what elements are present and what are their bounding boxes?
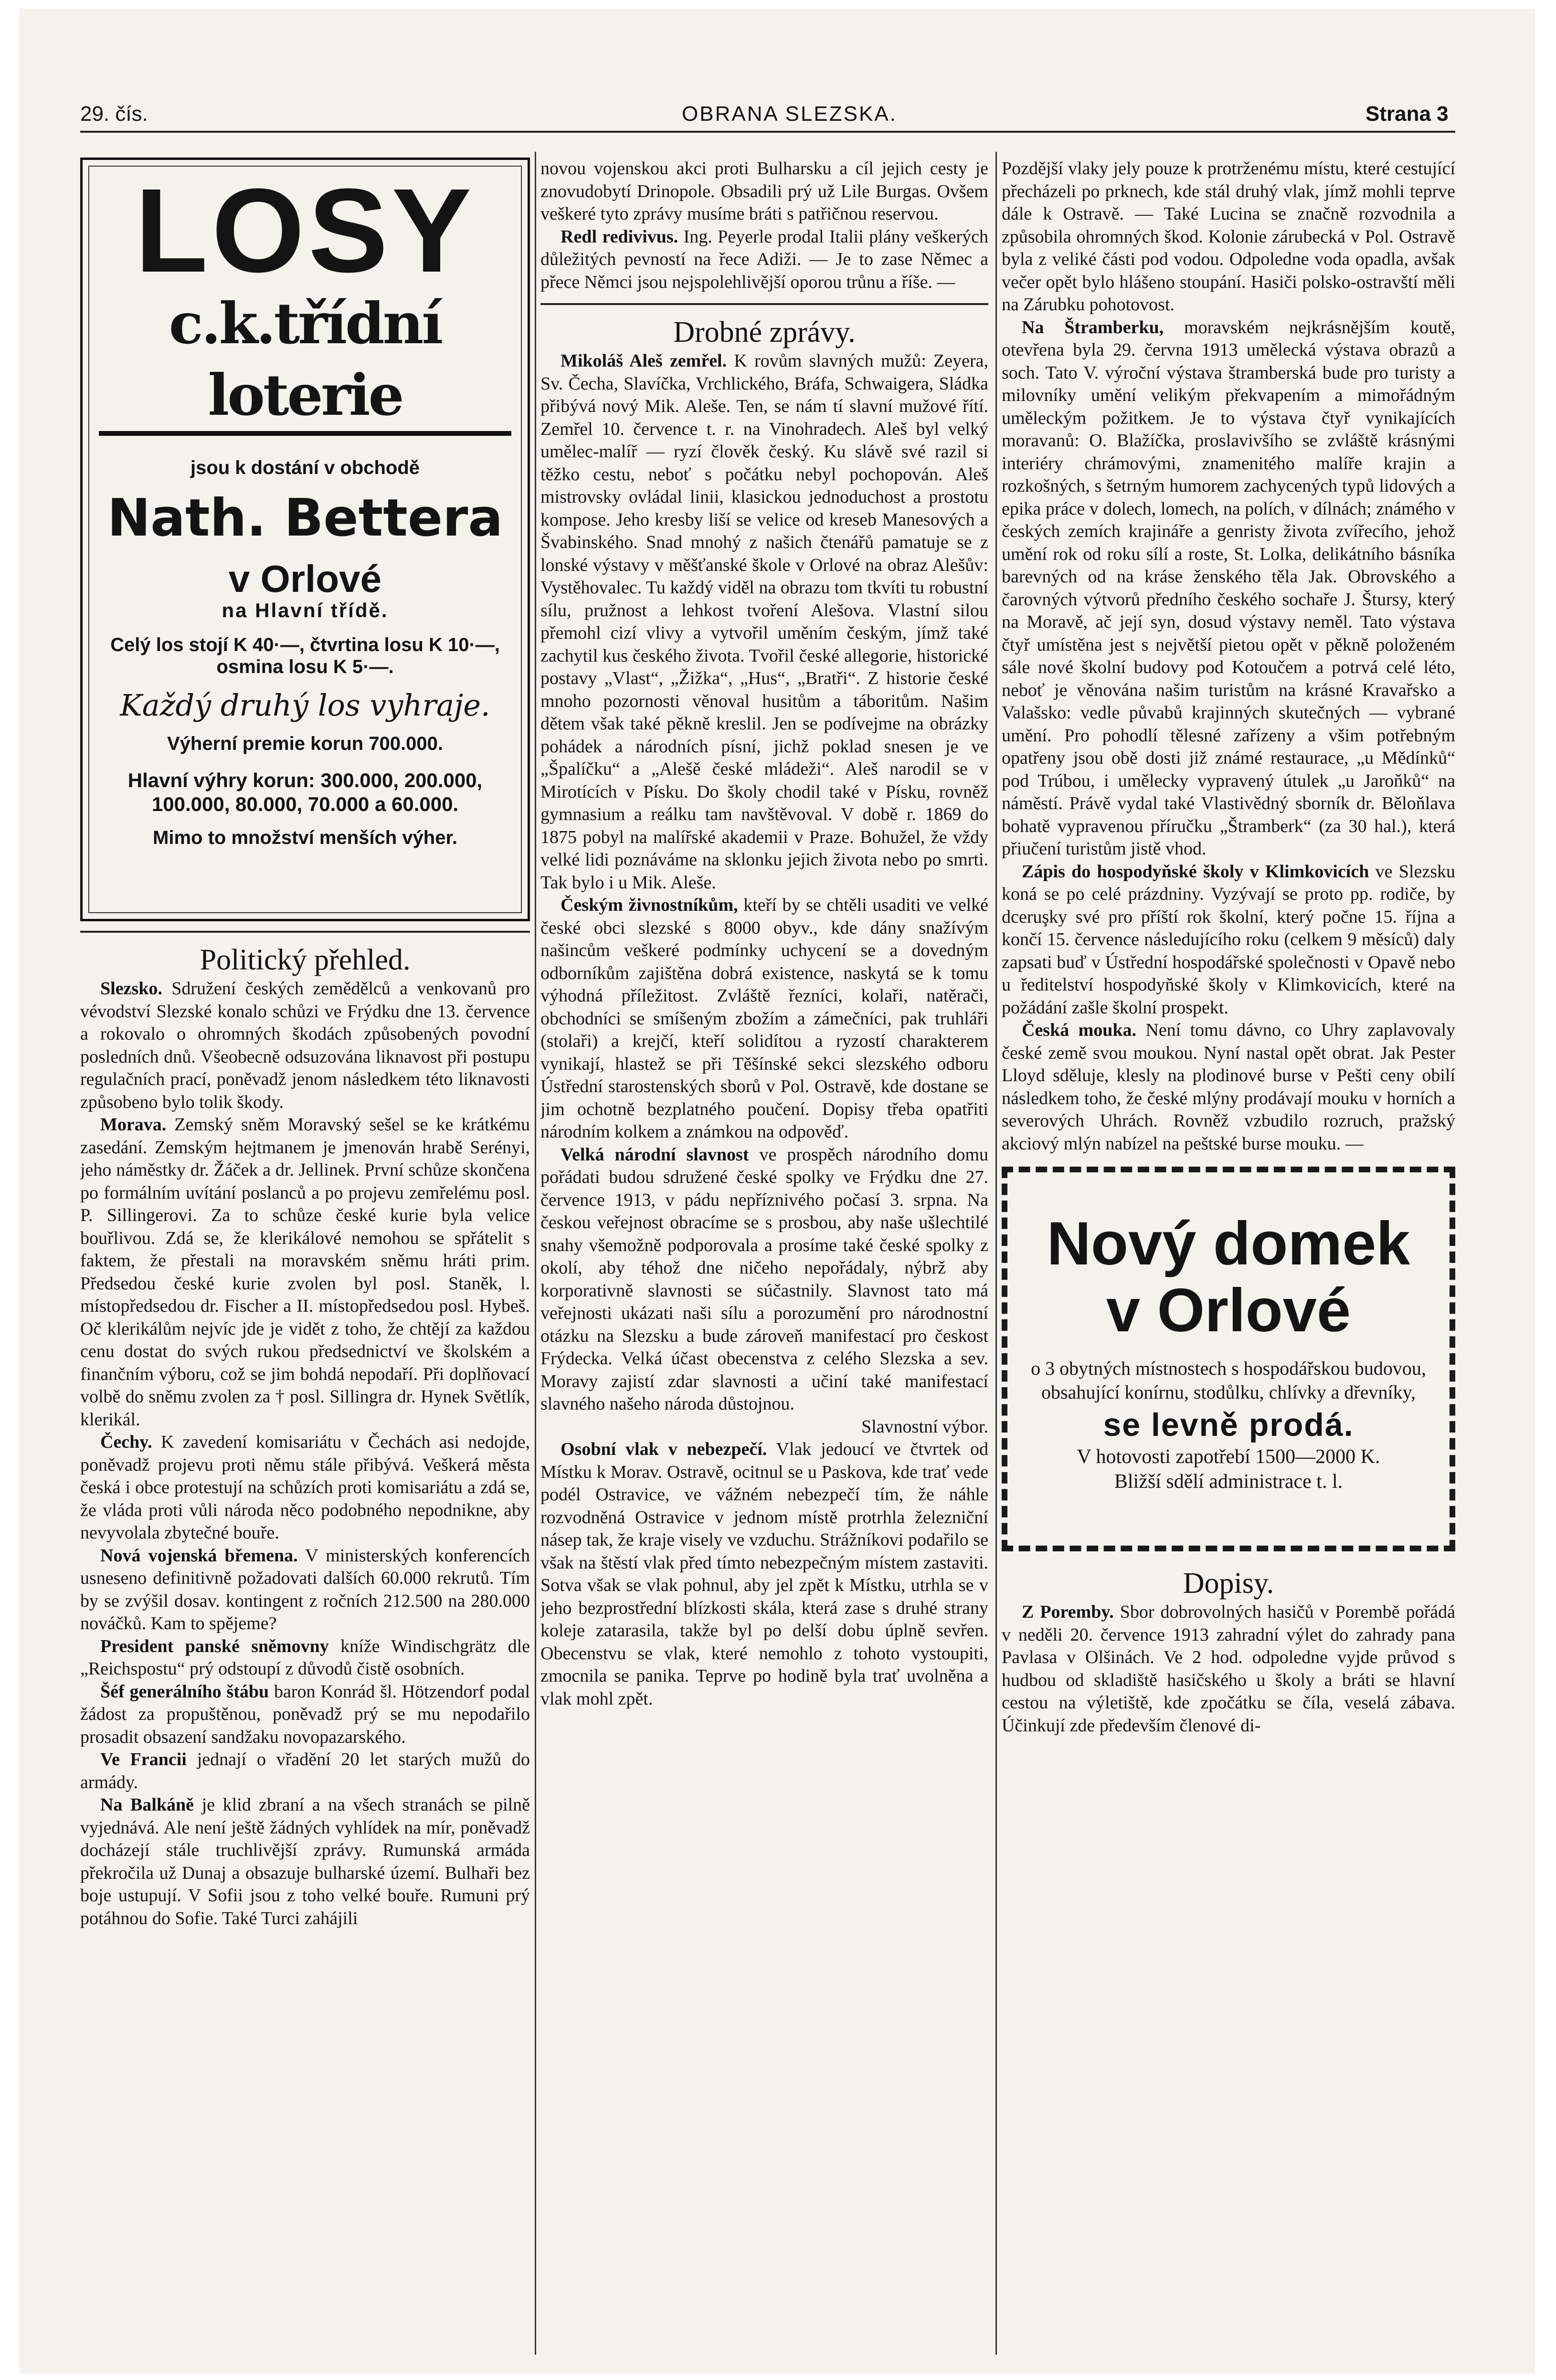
issue-number: 29. čís. (80, 102, 148, 126)
ad-losy-shop-name: Nath. Bettera (107, 488, 503, 548)
house-sale-advertisement (1002, 1167, 1455, 1551)
column-2 (540, 158, 988, 1710)
newspaper-title: OBRANA SLEZSKA. (682, 102, 897, 126)
ad-losy-text: jsou k dostání v obchodě (190, 457, 420, 478)
section-heading-letters: Dopisy. (1183, 1567, 1274, 1600)
ad-domek-footer-1: V hotovosti zapotřebí 1500—2000 K. (1077, 1445, 1380, 1468)
lottery-advertisement (80, 158, 530, 921)
article-signature: Slavnostní výbor. (861, 1416, 988, 1437)
section-heading-politics: Politický přehled. (200, 944, 411, 976)
article-slezsko: Slezsko. Sdružení českých zemědělců a venkovanů pro vévodství Slezské konalo schůzi ve Frýdku dne 13. července a rokovalo o ohromných škodách způsobených povodní posledních dnů. Všeobecně odsuzována liknavost při postupu regulačních prací, poněvadž jenom následkem této liknavosti způsobeno bylo tolik škody. (80, 979, 530, 1112)
ad-domek-text: o 3 obytných místnostech s hospodářskou budovou, obsahující konírnu, stodůlku, chlívky a dřevníky, (1031, 1358, 1426, 1403)
ad-losy-main-prizes: Hlavní výhry korun: 300.000, 200.000, 100.000, 80.000, 70.000 a 60.000. (127, 769, 483, 815)
column-3 (1002, 158, 1455, 1737)
ad-losy-more: Mimo to množství menších výher. (153, 827, 457, 848)
article-cechy: Čechy. K zavedení komisariátu v Čechách asi nedojde, poněvadž projevu proti němu stále přibývá. Veškerá města česká i obce protestují na schůzích proti komisariátu a zdá se, že vláda proti vůli národa něco podobného nepodnikne, aby nevyvolala zbytečné bouře. (80, 1432, 530, 1543)
ad-losy-city: v Orlové (228, 557, 382, 600)
ad-losy-premium: Výherní premie korun 700.000. (167, 733, 444, 754)
ad-losy-street: na Hlavní třídě. (222, 599, 389, 621)
article-morava: Morava. Zemský sněm Moravský sešel se ke krátkému zasedání. Zemským hejtmanem je jmenován hrabě Serényi, jeho náměstky dr. Žáček a dr. Jellinek. První schůze skončena po formálním uvítání poslanců a po projevu zemřelému posl. P. Sillingerovi. Za to schůze české kurie byla velice bouřlivou. Zdá se, že klerikálové nemohou se spřátelit s faktem, že přestali na moravském sněmu hráti prim. Předsedou české kurie zvolen byl posl. Staněk, l. místopředsedou dr. Fischer a II. místopředsedou posl. Hybeš. Oč klerikálům nejvíc jde je vidět z toho, že chtějí za každou cenu dostat do svých rukou předsednictví ve školském a finančním výboru, což se jim bohdá nepodaří. Při doplňovací volbě do sněmu zvolen za † posl. Sillingra dr. Hynek Světlík, klerikál. (80, 1115, 530, 1430)
ad-losy-slogan: Každý druhý los vyhraje. (120, 688, 490, 723)
column-1 (80, 158, 530, 1930)
article-president: President panské sněmovny kníže Windischgrätz dle „Reichspostu“ prý odstoupí z důvodů čistě osobních. (80, 1636, 530, 1679)
article-balkan: Na Balkáně je klid zbraní a na všech stranách se pilně vyjednává. Ale není ještě žádných vyhlídek na mír, poněvadž docházejí stále truchlivější zprávy. Rumunská armáda překročila už Dunaj a obsazuje bulharské území. Bulhaři bez boje ustupují. V Sofii jsou z toho velké bouře. Rumuni prý potáhnou do Sofie. Také Turci zahájili (80, 1795, 530, 1928)
article-slavnost: Velká národní slavnost ve prospěch národního domu pořádati budou sdružené české spolky ve Frýdku dne 27. července 1913, v pádu nepříznivého počasí 3. srpna. Na českou veřejnost obracíme se s prosbou, aby naše ušlechtilé snahy všemožně podporovala a prosíme také české spolky z okolí, aby téhož dne ničeho nepořádaly, nýbrž aby korporativně slavnosti se súčastnily. Slavnost tato má veřejnosti ukázati naši sílu a porozumění pro národnostní otázku na Slezsku a bude zároveň manifestací pro českost Frýdecka. Velká účast obecenstva z celého Slezska a sev. Moravy zajistí zdar slavnosti a učiní také manifestací slavného našeho národa důstojnou. (540, 1144, 988, 1414)
ad-domek-price: se levně prodá. (1103, 1407, 1354, 1443)
column-divider-2 (995, 152, 997, 2355)
ad-inner-frame (88, 166, 522, 913)
header-rule (80, 131, 1455, 133)
article-zapis: Zápis do hospodyňské školy v Klimkovicích ve Slezsku koná se po celé prázdniny. Vyzývají se proto pp. rodiče, by dceruşky své pro příští rok školní, který počne 15. října a končí 15. července následujícího roku (celkem 9 měsíců) daly zapsati buď v Ústřední hospodářské společnosti v Opavě nebo u ředitelství hospodyňské školy v Klimkovicích, které na požádání zašle školní prospekt. (1002, 861, 1455, 1018)
article-sef: Šéf generálního štábu baron Konrád šl. Hötzendorf podal žádost za propuštěnou, poněvadž prý se mu nepodařilo prosadit obsazení sandžaku novopazarského. (80, 1681, 530, 1747)
ad-losy-price: Celý los stojí K 40·—, čtvrtina losu K 10·—, osmina losu K 5·—. (110, 634, 500, 677)
article-poremby: Z Poremby. Sbor dobrovolných hasičů v Porembě pořádá v neděli 20. července 1913 zahradní výlet do zahrady pana Pavlasa v Olšinách. Ve 2 hod. odpoledne vyjde průvod s hudbou od skladiště hasičského u školy a bráti se hlavní cestou na výletiště, kde zpočátku se číla, veselá zábava. Účinkují zde především členové di- (1002, 1602, 1455, 1736)
ad-losy-headline: LOSY (135, 164, 476, 297)
section-rule (540, 303, 988, 305)
article-vlak-continued: Pozdější vlaky jely pouze k protrženému místu, které cestující přecházeli po prknech, kde stál druhý vlak, jímž mohli teprve dále k Ostravě. — Také Lucina se značně rozvodnila a způsobila ohromných škod. Kolonie zárubecká v Pol. Ostravě byla z veliké části pod vodou. Odpoledne voda opadla, avšak večer opět bylo hlášeno stoupání. Hasiči polsko-ostravští měli na Zárubku pohotovost. (1002, 158, 1455, 315)
section-heading-news: Drobné zprávy. (673, 316, 856, 348)
column-divider-1 (535, 152, 536, 2355)
ad-domek-headline-2: v Orlové (1106, 1276, 1351, 1345)
section-rule (80, 931, 530, 933)
article-francie: Ve Francii jednají o vřadění 20 let starých mužů do armády. (80, 1749, 530, 1792)
newspaper-page (19, 9, 1535, 2374)
ad-domek-footer-2: Bližší sdělí administrace t. l. (1114, 1470, 1343, 1493)
article-zivnostnici: Českým živnostníkům, kteří by se chtěli usaditi ve velké české obci slezské s 8000 obyv., kde dány snažívým našincům veškeré podmínky uchycení se a dovedným odborníkům zajištěna dobrá existence, naskytá se k tomu výhodná příležitost. Zvláště řezníci, kolaři, natěrači, obchodníci se smíšeným zbožím a zámečníci, pak truhláři (stolaři) a krejčí, kteří solidítou a ryzostí charakterem vynikají, hlastež se při Těšínské sekci slezského odboru Ústřední starostenských sborů v Pol. Ostravě, kde dostane se jim ochotně bezplatného poučení. Dopisy třeba opatřiti národním kolkem a známkou na odpověď. (540, 895, 988, 1142)
article-ales: Mikoláš Aleš zemřel. K rovům slavných mužů: Zeyera, Sv. Čecha, Slavíčka, Vrchlického, Bráfa, Schwaigera, Sládka přibývá nový Mik. Aleše. Ten, se nám tí slavní mužové řítí. Zemřel 10. července t. r. na Vinohradech. Aleš byl velký umělec-malíř — ryzí člověk český. Ku slávě své razil si těžko cestu, neboť s počátku nebyl pochopován. Aleš mistrovsky ovládal linii, klasickou jednoduchost a prostotu kompose. Jeho kresby liší se velice od kreseb Manesových a Švabinského. Snad mnohý z našich čtenářů pamatuje se z lonské výstavy v měšťanské škole v Orlové na obraz Alešův: Vystěhovalec. Tu každý viděl na obrazu tom tkvíti tu robustní sílu, pružnost a lehkost tvoření Alešova. Vlastní silou přemohl cizí vlivy a vytvořil uměním českým, jímž také zachytil kus českého života. Tvořil české allegorie, historické postavy „Vlast“, „Žižka“, „Hus“, „Bratři“. Z historie české mnoho pozornosti věnoval husitům a táboritům. Našim dětem však také pěkně kreslil. Jen se podívejme na obrázky pohádek a národních písní, jichž poklad snesen je ve „Špalíčku“ a „Alešě české mládeži“. Aleš narodil se v Mirotících v Písku. Do školy chodil také v Písku, rovněž gymnasium a reálku tam navštěvoval. V době r. 1869 do 1875 pobyl na malířské akademii v Praze. Bohužel, že vždy velké lidi poznáváme na sklonku jejich života nebo po smrti. Tak bylo i u Mik. Aleše. (540, 351, 988, 893)
article-bremena: Nová vojenská břemena. V ministerských konferencích usneseno definitivně požadovati dalších 60.000 rekrutů. Tím by se zvýšil dosav. kontingent z ročních 212.500 na 280.000 nováčků. Kam to spějeme? (80, 1545, 530, 1633)
article-balkan-continued: novou vojenskou akci proti Bulharsku a cíl jejich cesty je znovudobytí Drinopole. Obsadili prý už Lile Burgas. Ovšem veškeré tyto zprávy musíme bráti s patřičnou reservou. (540, 158, 988, 224)
article-mouka: Česká mouka. Není tomu dávno, co Uhry zaplavovaly české země svou moukou. Nyní nastal opět obrat. Jak Pester Lloyd sděluje, klesly na plodinové burse v Pešti ceny obilí následkem toho, že české mlýny prodávají mouku v horních a severových Uhrách. Rovněž vzbudilo rozruch, pražský akciový mlýn nabízel na peštské burse mouku. — (1002, 1020, 1455, 1154)
page-number: Strana 3 (1365, 102, 1449, 126)
article-stramberk: Na Štramberku, moravském nejkrásnějším koutě, otevřena byla 29. června 1913 umělecká výstava obrazů a soch. Tato V. výroční výstava štramberská bude pro turisty a milovníky umění velikým překvapením a mimořádným uměleckým požitkem. Je to výstava čtyř vynikajících moravanů: O. Blažíčka, proslavivšího se zvláště krásnými interiéry chrámovými, znamenitého malíře krajin a rozkošných, s šetrným humorem zachycených typů lidových a epika práce v dolech, lomech, na polích, v dílnách; známého v českých zemích krajináře a genristy života zvířecího, jehož umění rok od roku sílí a roste, St. Lolka, delikátního básníka barevných od na kráse ženského těla Jak. Obrovského a čarovných výtvorů předního českého sochaře J. Štursy, který na Moravě, ač její syn, dosud výstavy neměl. Tato výstava čtyř umístěna jest s největší pietou opět v pěkně položeném sále nové školní budovy pod Kotoučem a potrvá celé léto, neboť je věnována našim turistům na krásné Kravařsko a Valašsko: vedle půvabů krajinných skutečných — vybrané umění. Pro pohodlí tělesné zařízeny a všim potřebným opatřeny jsou obě dosti již známé restaurace, „u Mědínků“ pod Trúbou, i umělecky vypravený útulek „u Jaroňků“ na náměstí. Právě vydal také Vlastivědný sborník dr. Běloňlava bohatě vypravenou příručku „Štramberk“ (za 30 hal.), která přiučení turistům jistě vhod. (1002, 317, 1455, 859)
ad-losy-subheadline: c.k.třídní loterie (99, 288, 511, 436)
article-vlak: Osobní vlak v nebezpečí. Vlak jedoucí ve čtvrtek od Místku k Morav. Ostravě, ocitnul se u Paskova, kde trať vede podél Ostravice, ve vážném nebezpečí tím, že náhle rozvodněná Ostravice v jednom místě protrhla železniční násep tak, že kraje visely ve vzduchu. Strážníkovi podařilo se však na štěstí vlak před tímto nebezpečným místem zastaviti. Sotva však se vlak pohnul, aby jel zpět k Místku, utrhla se v jeho bezprostřední blízkosti skála, která zase s druhé strany koleje zatarasila, takže byl po delší dobu úplně sevřen. Obecenstvu se vlak, které nemohlo z tohoto vystoupiti, zmocnila se panika. Teprve po hodině byla trať uvolněna a vlak mohl zpět. (540, 1439, 988, 1709)
ad-domek-headline-1: Nový domek (1047, 1210, 1410, 1278)
article-redl: Redl redivivus. Ing. Peyerle prodal Italii plány veškerých důležitých pevností na řece Adiži. — Je to zase Němec a přece Němci jsou nejspolehlivější oporou trůnu a říše. — (540, 226, 988, 292)
